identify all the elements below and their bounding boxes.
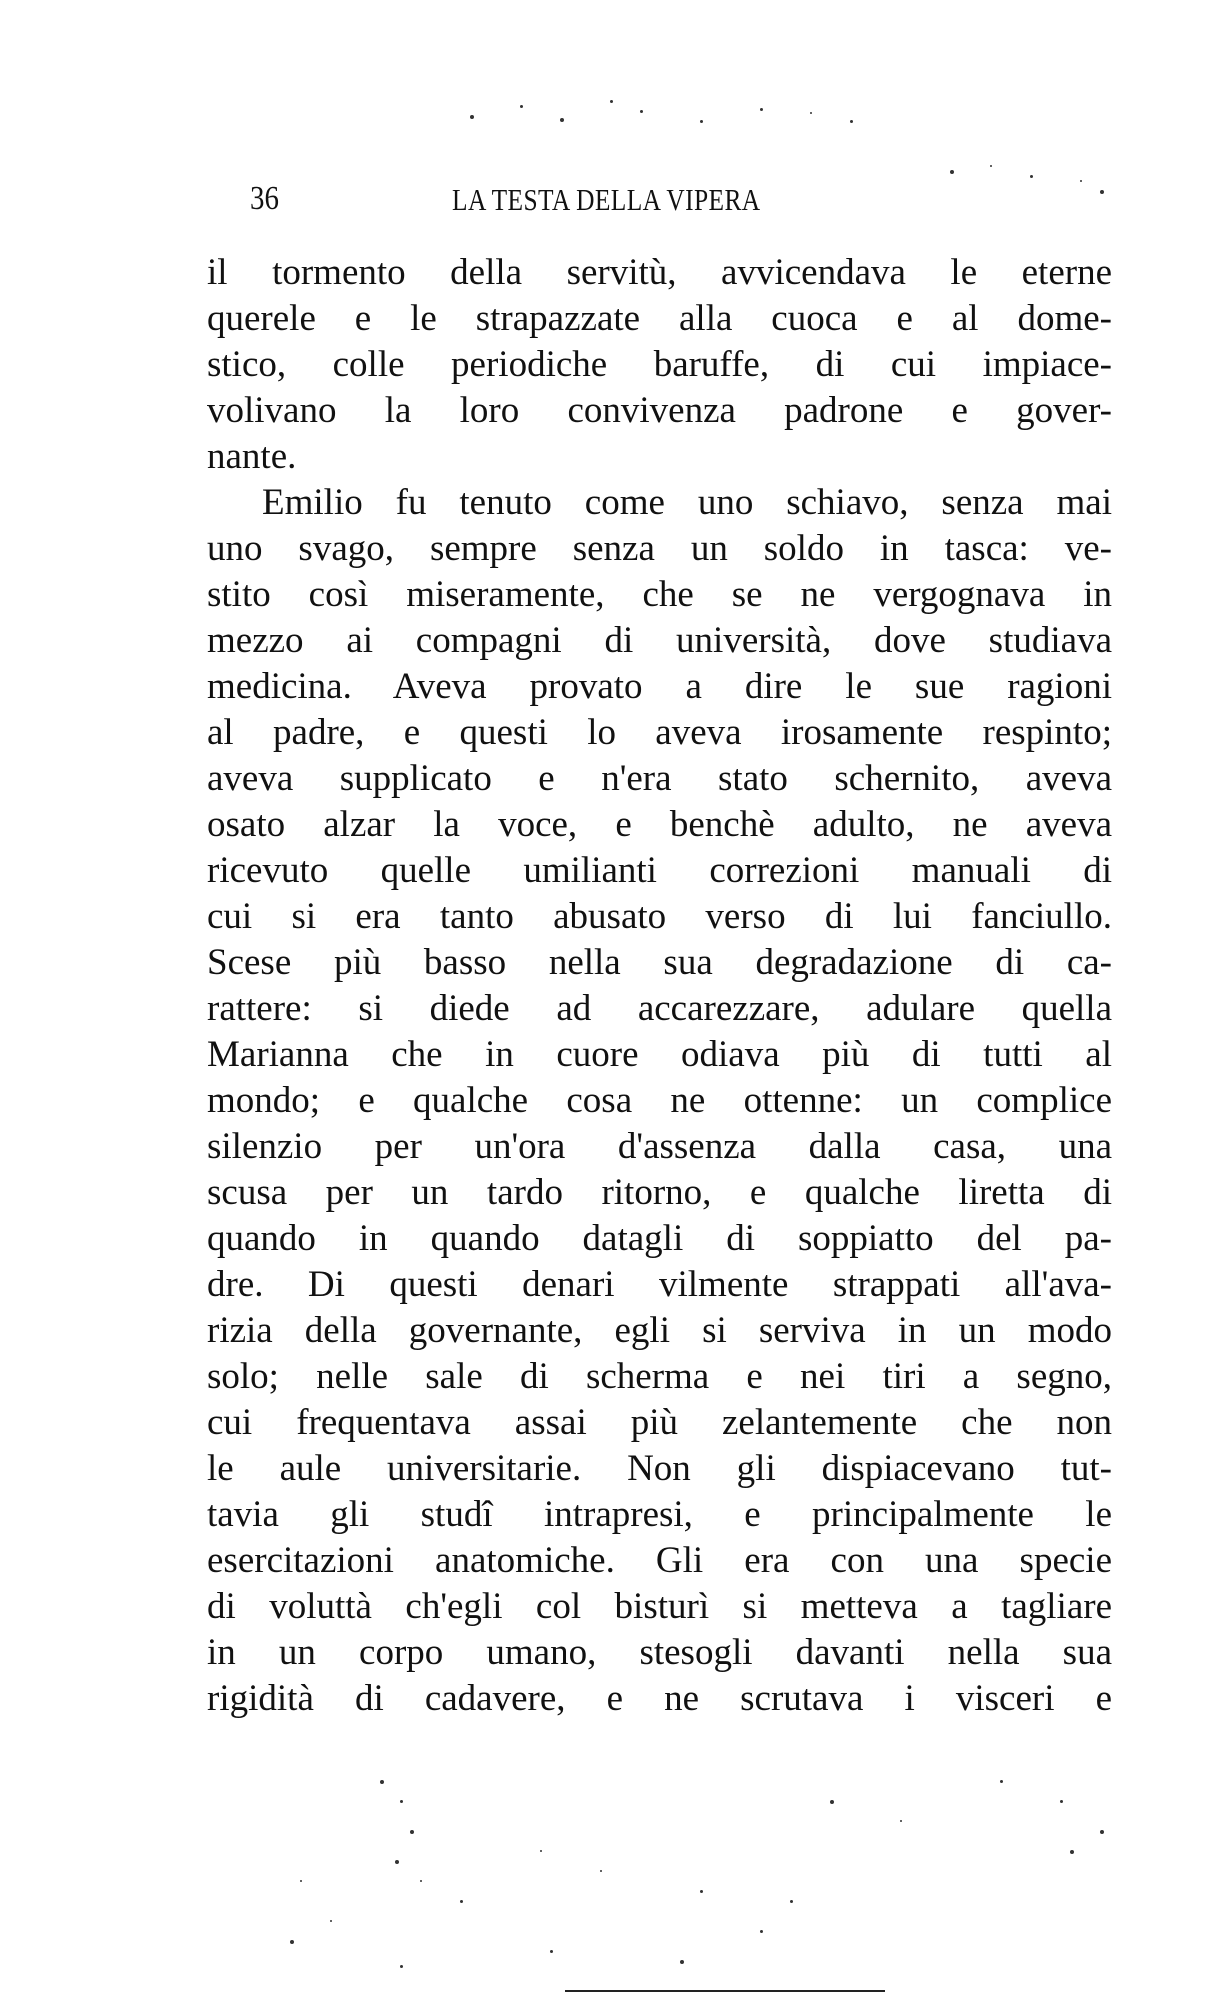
text-line: Scese più basso nella sua degradazione di ca- <box>207 942 1112 983</box>
text-line: tavia gli studî intrapresi, e principalmente le <box>207 1494 1112 1535</box>
scan-speck <box>560 118 564 122</box>
text-line: Emilio fu tenuto come uno schiavo, senza mai <box>262 482 1112 523</box>
scan-speck <box>990 165 992 167</box>
text-line: querele e le strapazzate alla cuoca e al dome- <box>207 298 1112 339</box>
text-line: le aule universitarie. Non gli dispiacevano tut- <box>207 1448 1112 1489</box>
running-header <box>0 180 1227 230</box>
text-line: mezzo ai compagni di università, dove studiava <box>207 620 1112 661</box>
text-line: ricevuto quelle umilianti correzioni manuali di <box>207 850 1112 891</box>
scan-speck <box>610 100 613 103</box>
scan-speck <box>395 1860 399 1864</box>
scan-speck <box>830 1800 834 1804</box>
text-line: rigidità di cadavere, e ne scrutava i visceri e <box>207 1678 1112 1719</box>
body-text <box>207 250 1112 1722</box>
text-line: in un corpo umano, stesogli davanti nella sua <box>207 1632 1112 1673</box>
bottom-rule <box>565 1990 885 1992</box>
running-title: LA TESTA DELLA VIPERA <box>452 182 761 217</box>
scan-speck <box>950 170 954 174</box>
text-line: stico, colle periodiche baruffe, di cui impiace- <box>207 344 1112 385</box>
text-line: silenzio per un'ora d'assenza dalla casa, una <box>207 1126 1112 1167</box>
text-line: nante. <box>207 436 297 477</box>
scan-speck <box>420 1880 422 1882</box>
text-line: il tormento della servitù, avvicendava le eterne <box>207 252 1112 293</box>
text-line: mondo; e qualche cosa ne ottenne: un complice <box>207 1080 1112 1121</box>
scan-speck <box>330 1920 332 1922</box>
text-line: solo; nelle sale di scherma e nei tiri a segno, <box>207 1356 1112 1397</box>
text-line: rizia della governante, egli si serviva in un modo <box>207 1310 1112 1351</box>
text-line: esercitazioni anatomiche. Gli era con una specie <box>207 1540 1112 1581</box>
scan-speck <box>1060 1800 1063 1803</box>
text-line: quando in quando datagli di soppiatto del pa- <box>207 1218 1112 1259</box>
scan-speck <box>700 120 703 123</box>
page-number: 36 <box>250 180 279 217</box>
scan-speck <box>460 1900 463 1903</box>
scan-speck <box>680 1960 684 1964</box>
scan-speck <box>1000 1780 1003 1783</box>
scan-speck <box>380 1780 384 1784</box>
scan-speck <box>290 1940 294 1944</box>
scan-speck <box>760 108 763 111</box>
scan-speck <box>400 1800 403 1803</box>
scan-speck <box>600 1870 602 1872</box>
text-line: rattere: si diede ad accarezzare, adulare quella <box>207 988 1112 1029</box>
text-line: Marianna che in cuore odiava più di tutti al <box>207 1034 1112 1075</box>
text-line: osato alzar la voce, e benchè adulto, ne aveva <box>207 804 1112 845</box>
scan-speck <box>470 115 474 119</box>
scan-speck <box>640 110 643 113</box>
scan-speck <box>550 1950 553 1953</box>
scan-speck <box>900 1820 902 1822</box>
scan-speck <box>700 1890 703 1893</box>
text-line: dre. Di questi denari vilmente strappati all'ava- <box>207 1264 1112 1305</box>
scan-speck <box>400 1965 403 1968</box>
scan-speck <box>1030 175 1033 178</box>
scan-speck <box>850 120 853 123</box>
text-line: medicina. Aveva provato a dire le sue ragioni <box>207 666 1112 707</box>
scan-speck <box>1100 1830 1104 1834</box>
text-line: di voluttà ch'egli col bisturì si metteva a tagliare <box>207 1586 1112 1627</box>
scan-speck <box>1070 1850 1074 1854</box>
scan-speck <box>790 1900 793 1903</box>
text-line: uno svago, sempre senza un soldo in tasca: ve- <box>207 528 1112 569</box>
scan-speck <box>760 1930 763 1933</box>
text-line: aveva supplicato e n'era stato schernito, aveva <box>207 758 1112 799</box>
text-line: cui si era tanto abusato verso di lui fanciullo. <box>207 896 1112 937</box>
scan-speck <box>1100 190 1104 194</box>
scan-speck <box>1080 180 1082 182</box>
text-line: volivano la loro convivenza padrone e gover- <box>207 390 1112 431</box>
text-line: cui frequentava assai più zelantemente che non <box>207 1402 1112 1443</box>
scan-speck <box>300 1880 302 1882</box>
scan-speck <box>410 1830 414 1834</box>
text-line: scusa per un tardo ritorno, e qualche liretta di <box>207 1172 1112 1213</box>
text-line: stito così miseramente, che se ne vergognava in <box>207 574 1112 615</box>
text-line: al padre, e questi lo aveva irosamente respinto; <box>207 712 1112 753</box>
scan-speck <box>520 105 523 108</box>
scan-speck <box>540 1850 542 1852</box>
scan-speck <box>810 112 812 114</box>
